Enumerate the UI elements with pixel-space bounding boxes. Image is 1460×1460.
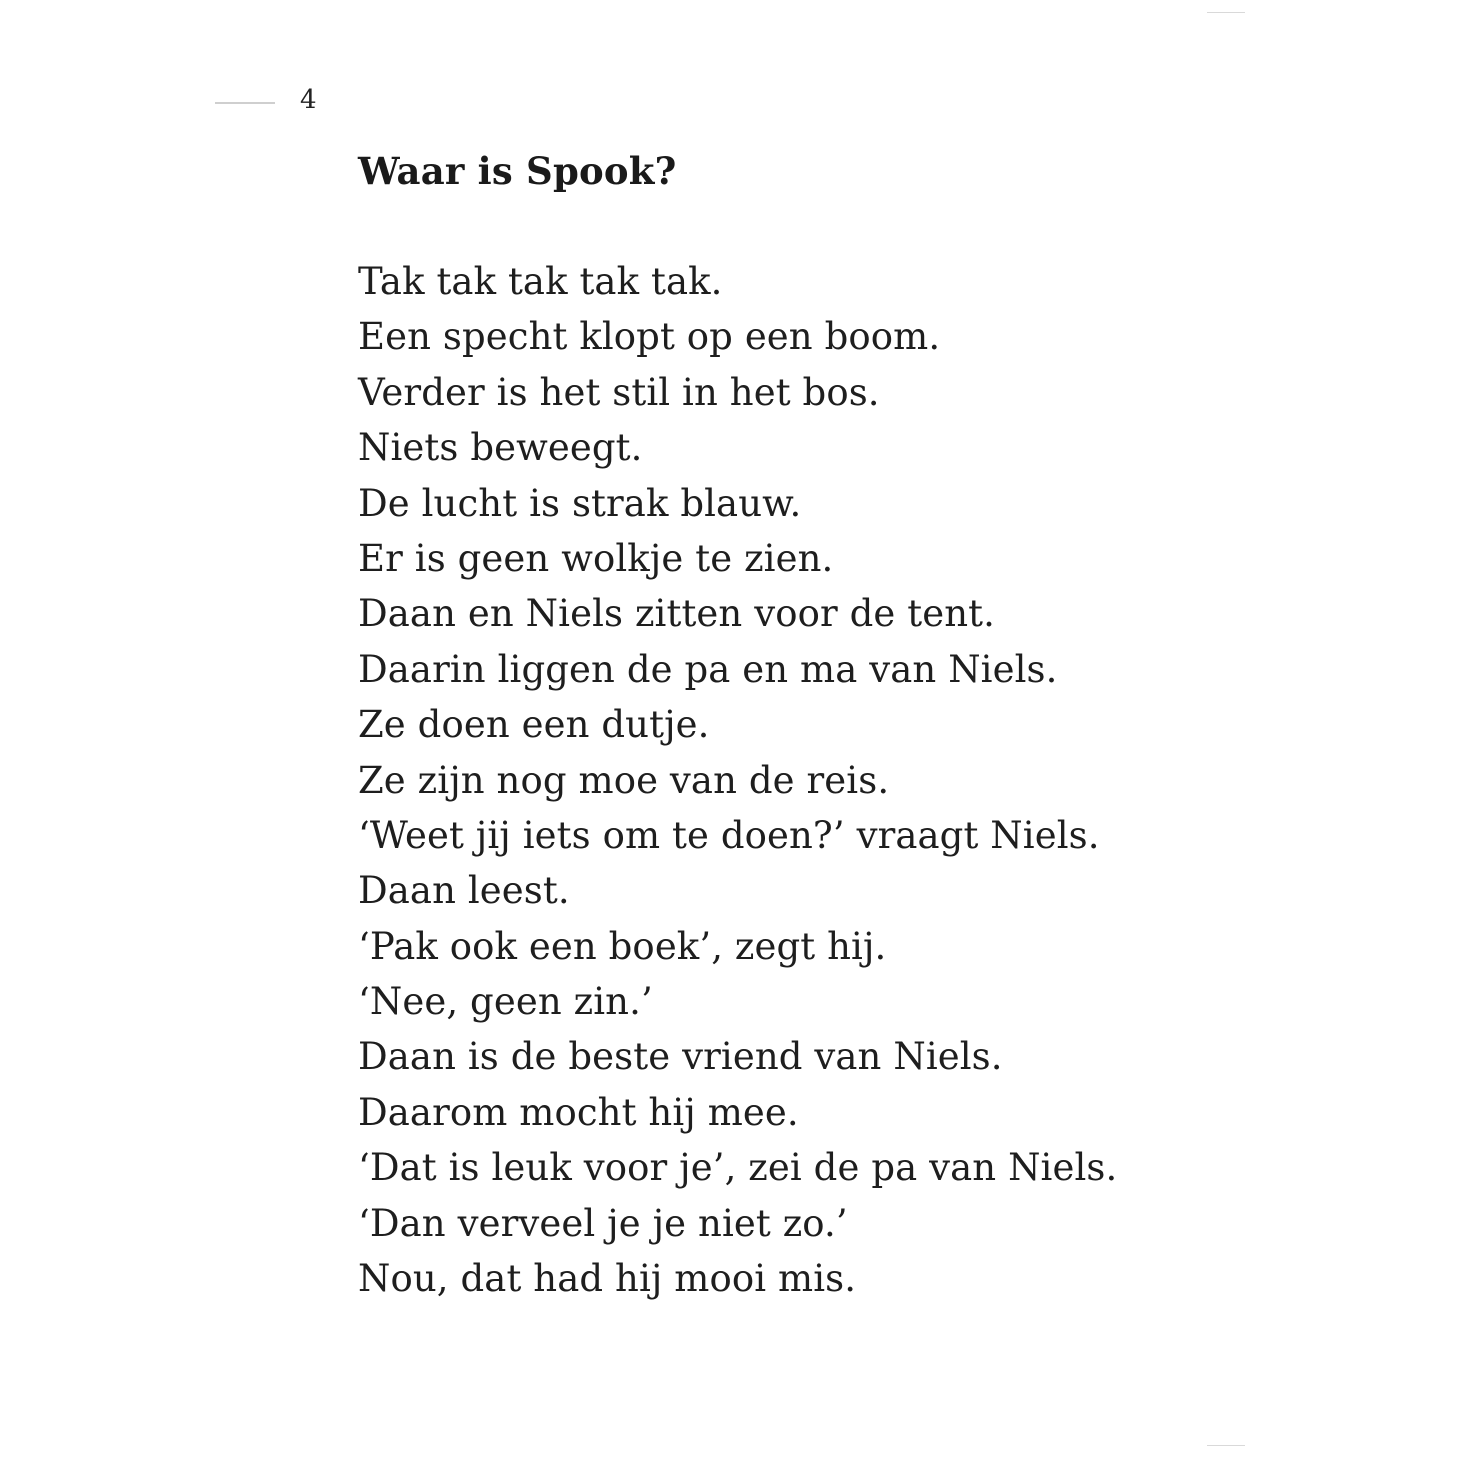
text-line: Nou, dat had hij mooi mis. — [358, 1257, 857, 1301]
text-line: Daan en Niels zitten voor de tent. — [358, 592, 995, 636]
text-line: Niets beweegt. — [358, 426, 643, 470]
chapter-title: Waar is Spook? — [358, 149, 677, 193]
text-line: Daarom mocht hij mee. — [358, 1090, 799, 1134]
crop-mark-top — [1207, 12, 1245, 13]
text-line: Tak tak tak tak tak. — [358, 260, 723, 303]
text-line: ‘Weet jij iets om te doen?’ vraagt Niels. — [358, 813, 1100, 857]
text-line: Een specht klopt op een boom. — [358, 315, 941, 359]
text-line: ‘Dan verveel je je niet zo.’ — [358, 1201, 848, 1245]
text-line: ‘Nee, geen zin.’ — [358, 980, 653, 1024]
text-line: Verder is het stil in het bos. — [358, 370, 880, 414]
body-text — [358, 254, 1358, 1306]
page-number-rule — [215, 102, 275, 104]
page-number: 4 — [300, 85, 317, 115]
text-line: De lucht is strak blauw. — [358, 481, 802, 525]
text-line: Daan is de beste vriend van Niels. — [358, 1035, 1003, 1079]
text-line: ‘Dat is leuk voor je’, zei de pa van Niels. — [358, 1146, 1118, 1190]
crop-mark-bottom — [1207, 1445, 1245, 1446]
text-line: Er is geen wolkje te zien. — [358, 536, 834, 580]
text-line: Daarin liggen de pa en ma van Niels. — [358, 647, 1058, 691]
text-line: ‘Pak ook een boek’, zegt hij. — [358, 924, 887, 968]
text-line: Ze doen een dutje. — [358, 703, 710, 747]
text-line: Daan leest. — [358, 869, 570, 913]
text-line: Ze zijn nog moe van de reis. — [358, 758, 890, 802]
